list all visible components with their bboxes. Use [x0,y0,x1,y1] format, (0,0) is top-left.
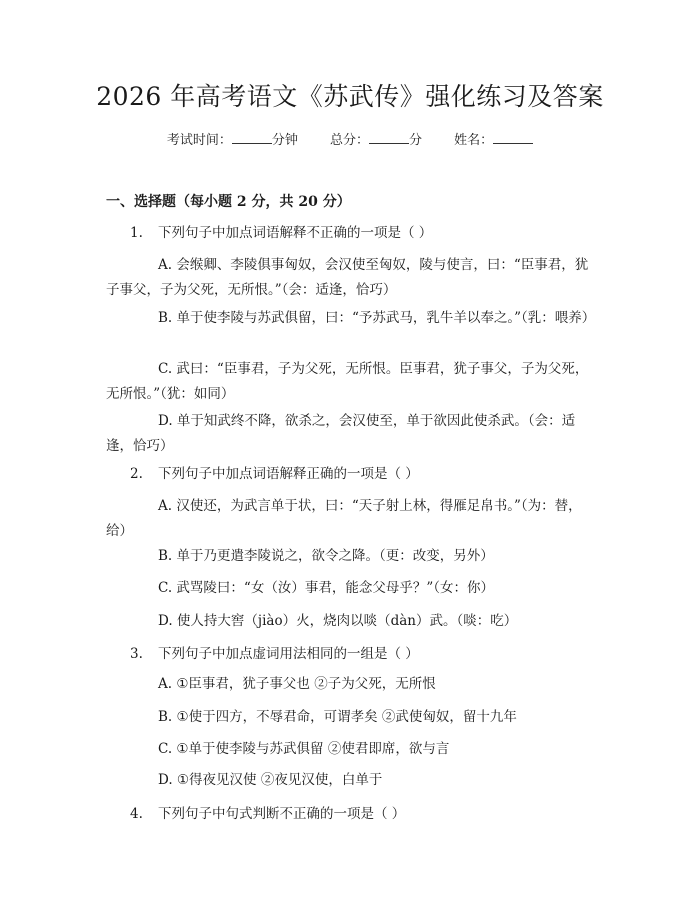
question-2-option-c[interactable]: C. 武骂陵曰：“女（汝）事君，能念父母乎？”（女：你） [158,580,494,596]
question-1-option-a[interactable]: A. 会缑卿、李陵俱事匈奴，会汉使至匈奴，陵与使言，曰：“臣事君，犹子事父，子为父死，无所恨。”（会：适逢，恰巧） [106,257,589,298]
question-2-option-a[interactable]: A. 汉使还，为武言单于状，曰：“天子射上林，得雁足帛书。”（为：替，给） [106,498,582,539]
question-3-stem [130,644,419,664]
total-score-blank[interactable] [369,131,409,144]
question-number: 1. [130,225,143,241]
question-number: 3. [130,646,143,662]
question-3-option-b[interactable]: B. ①使于四方，不辱君命，可谓孝矣 ②武使匈奴，留十九年 [158,709,517,725]
exam-meta [0,131,700,151]
page-title: 2026 年高考语文《苏武传》强化练习及答案 [96,82,604,111]
question-text: 下列句子中加点词语解释正确的一项是（ ） [158,466,419,482]
section-heading: 一、选择题（每小题 2 分，共 20 分） [106,194,351,210]
question-number: 2. [130,466,143,482]
total-score [330,133,422,148]
question-1-stem [130,223,432,243]
student-name [454,133,533,148]
student-name-blank[interactable] [493,131,533,144]
question-2-option-d[interactable]: D. 使人持大窖（jiào）火，烧肉以啖（dàn）武。（啖：吃） [158,613,518,629]
total-score-unit: 分 [409,133,423,148]
question-3-option-d[interactable]: D. ①得夜见汉使 ②夜见汉使，白单于 [158,772,383,788]
question-text: 下列句子中加点词语解释不正确的一项是（ ） [158,225,433,241]
question-text: 下列句子中加点虚词用法相同的一组是（ ） [158,646,419,662]
question-2-option-b[interactable]: B. 单于乃更遣李陵说之，欲令之降。（更：改变，另外） [158,548,494,564]
question-4-stem [130,804,405,824]
question-2-stem [130,464,419,484]
exam-time-unit: 分钟 [271,133,298,148]
question-1-option-c[interactable]: C. 武曰：“臣事君，子为父死，无所恨。臣事君，犹子事父，子为父死，无所恨。”（犹：如同） [106,361,589,402]
student-name-label: 姓名： [454,133,494,148]
question-1-option-d[interactable]: D. 单于知武终不降，欲杀之，会汉使至，单于欲因此使杀武。（会：适逢，恰巧） [106,413,576,454]
exam-time [167,133,298,148]
total-score-label: 总分： [329,133,369,148]
question-text: 下列句子中句式判断不正确的一项是（ ） [158,806,406,822]
exam-time-blank[interactable] [232,131,272,144]
question-1-option-b[interactable]: B. 单于使李陵与苏武俱留，曰：“予苏武马，乳牛羊以奉之。”（乳：喂养） [158,310,596,326]
question-3-option-a[interactable]: A. ①臣事君，犹子事父也 ②子为父死，无所恨 [158,676,436,692]
question-3-option-c[interactable]: C. ①单于使李陵与苏武俱留 ②使君即席，欲与言 [158,741,450,757]
exam-time-label: 考试时间： [166,133,232,148]
question-number: 4. [130,806,143,822]
